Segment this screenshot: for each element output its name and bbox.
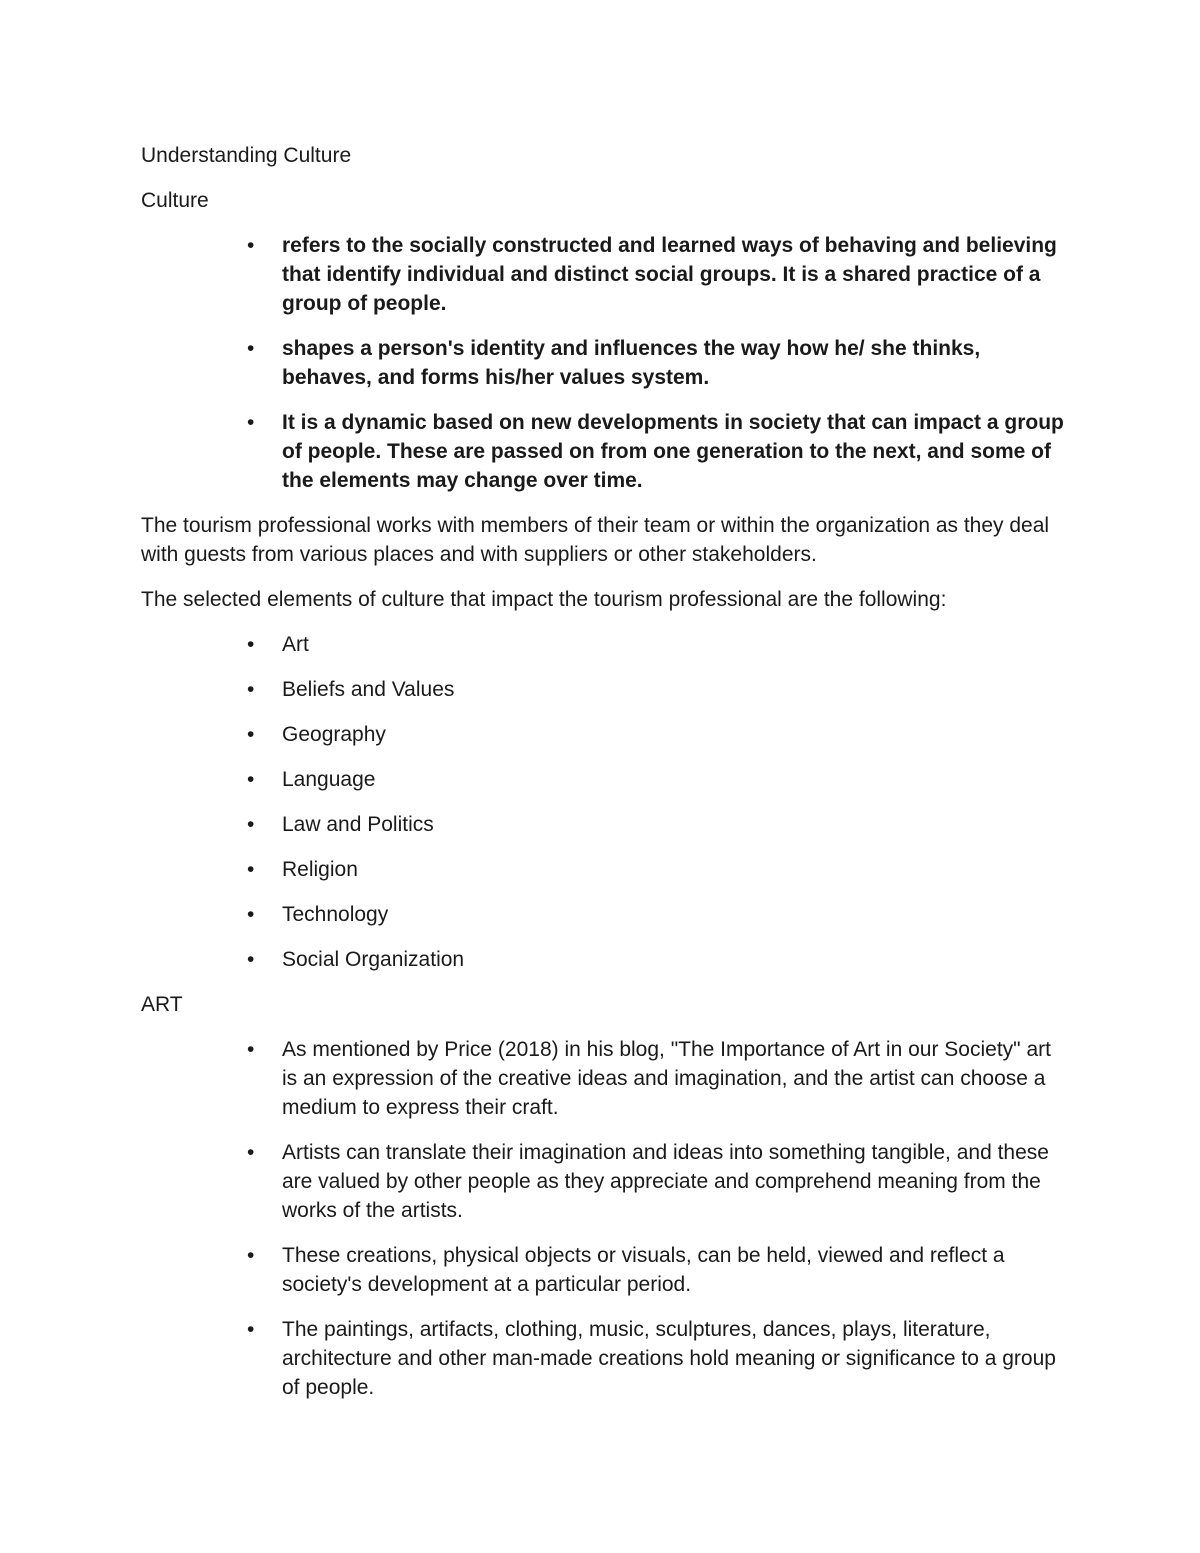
list-item-text: Art [282,633,309,656]
bullet-icon: • [247,858,255,881]
bullet-icon: • [247,411,255,434]
list-item-text: Language [282,768,376,791]
list-item-text: As mentioned by Price (2018) in his blog, "The Importance of Art in our Society" art is an expression of the creative ideas and imagination, and the artist can choose a medium to express their craft. [282,1038,1051,1119]
bullet-icon: • [247,1244,255,1267]
list-item-text: Artists can translate their imagination and ideas into something tangible, and these are valued by other people as they appreciate and comprehend meaning from the works of the artists. [282,1141,1049,1222]
document-page [141,141,1071,1418]
bullet-icon: • [247,813,255,836]
list-item-text: Technology [282,903,389,926]
bullet-icon: • [247,234,255,257]
art-description-list [141,1035,1071,1402]
list-item [141,900,1071,929]
culture-definition-list [141,231,1071,495]
list-item-text: Geography [282,723,386,746]
bullet-icon: • [247,633,255,656]
art-heading: ART [141,993,183,1016]
list-item-text: It is a dynamic based on new developments in society that can impact a group of people. These are passed on from one generation to the next, and some of the elements may change over time. [282,411,1064,492]
list-item-text: These creations, physical objects or visuals, can be held, viewed and reflect a society's development at a particular period. [282,1244,1005,1296]
list-item-text: Religion [282,858,358,881]
list-item [141,675,1071,704]
list-item [141,720,1071,749]
list-item [141,334,1071,392]
list-item-text: Law and Politics [282,813,434,836]
list-item [141,945,1071,974]
elements-intro-paragraph: The selected elements of culture that impact the tourism professional are the following: [141,588,947,611]
list-item [141,408,1071,495]
bullet-icon: • [247,337,255,360]
list-item-text: Social Organization [282,948,465,971]
bullet-icon: • [247,1318,255,1341]
list-item-text: Beliefs and Values [282,678,455,701]
list-item [141,1138,1071,1225]
document-title: Understanding Culture [141,144,352,167]
bullet-icon: • [247,1141,255,1164]
list-item [141,630,1071,659]
list-item-text: refers to the socially constructed and learned ways of behaving and believing that identify individual and distinct social groups. It is a shared practice of a group of people. [282,234,1057,315]
tourism-professional-paragraph: The tourism professional works with members of their team or within the organization as they deal with guests from various places and with suppliers or other stakeholders. [141,514,1050,566]
bullet-icon: • [247,678,255,701]
list-item [141,1035,1071,1122]
list-item [141,1315,1071,1402]
bullet-icon: • [247,723,255,746]
culture-elements-list [141,630,1071,974]
list-item-text: The paintings, artifacts, clothing, music, sculptures, dances, plays, literature, architecture and other man-made creations hold meaning or significance to a group of people. [282,1318,1056,1399]
bullet-icon: • [247,1038,255,1061]
list-item [141,1241,1071,1299]
list-item [141,855,1071,884]
list-item [141,810,1071,839]
bullet-icon: • [247,948,255,971]
list-item [141,765,1071,794]
bullet-icon: • [247,768,255,791]
culture-heading: Culture [141,189,209,212]
bullet-icon: • [247,903,255,926]
list-item-text: shapes a person's identity and influences the way how he/ she thinks, behaves, and forms his/her values system. [282,337,981,389]
list-item [141,231,1071,318]
